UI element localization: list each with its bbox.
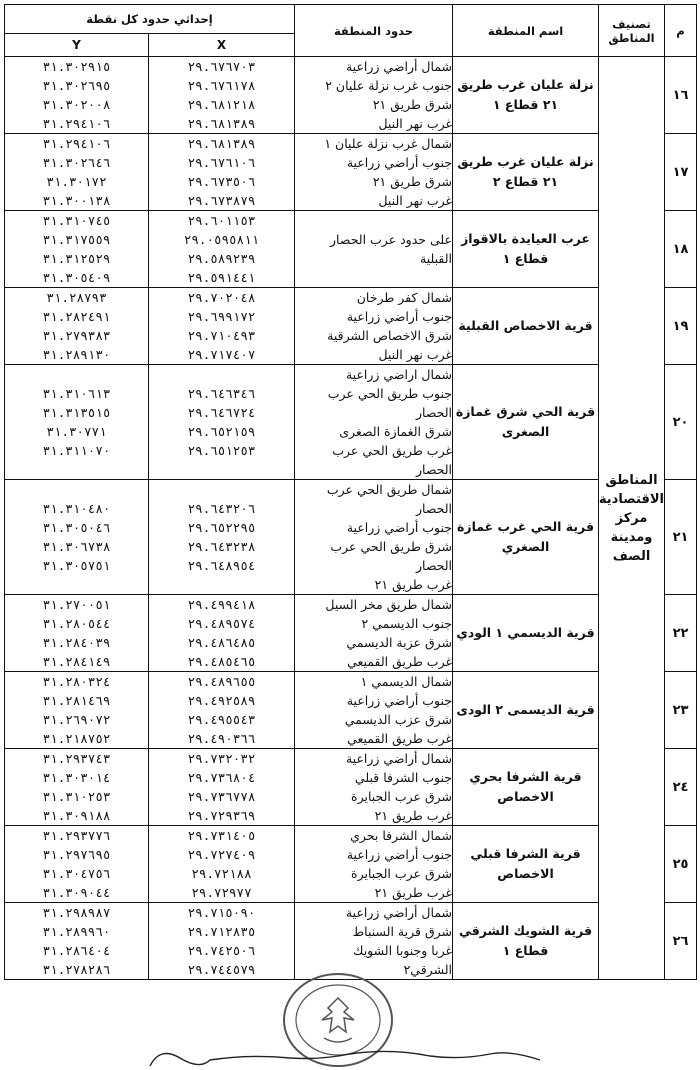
x-value: ٢٩.٦٩٩١٧٢ [187, 309, 256, 324]
x-value: ٢٩.٤٩٥٥٤٣ [187, 712, 256, 727]
x-value: ٢٩.٦٠١١٥٣ [187, 213, 256, 228]
x-value: ٢٩.٧٠٢٠٤٨ [187, 290, 256, 305]
y-value: ٣١.٢٨٢٤٩١ [42, 309, 111, 324]
y-value: ٣١.٢٨٩١٣٠ [42, 347, 111, 362]
bound-line: شمال الشرفا بحري [350, 828, 453, 843]
x-value: ٢٩.٥٨٩٢٣٩ [187, 251, 256, 266]
x-value: ٢٩.٦٥٢١٥٩ [187, 424, 256, 439]
x-coords [149, 826, 295, 903]
x-value: ٢٩.٧٢٩٣٦٩ [187, 808, 256, 823]
y-value: ٣١.٣٠٩٠٤٤ [42, 885, 111, 900]
y-coords [5, 211, 149, 288]
bound-line: شرق الغمازة الصغرى [339, 424, 453, 439]
area-name: عرب العيايدة بالاقواز قطاع ١ [453, 211, 599, 288]
x-value: ٢٩.٦٥١٢٥٣ [187, 443, 256, 458]
bound-line: شرق طريق ٢١ [372, 174, 453, 189]
row-number: ٢٣ [665, 672, 697, 749]
bound-line: غرب طريق ٢١ [374, 808, 453, 823]
y-value: ٣١.٣٠٧٧١ [46, 424, 107, 439]
bound-line: غرب طريق القميعي [347, 731, 453, 746]
x-coords [149, 903, 295, 980]
x-value: ٢٩.٥٩١٤٤١ [187, 270, 256, 285]
y-value: ٣١.٢٩٤١٠٦ [42, 116, 111, 131]
y-value: ٣١.٣٠٦٧٣٨ [42, 539, 111, 554]
bound-line: شمال أراضي زراعية [345, 751, 453, 766]
x-value: ٢٩.٧٢١٨٨ [191, 866, 252, 881]
x-value: ٢٩.٤٨٩٦٥٥ [187, 674, 256, 689]
bound-line: شمال طريق مخر السيل [325, 597, 453, 612]
table-row [5, 211, 697, 288]
y-coords [5, 480, 149, 595]
area-bounds [295, 672, 453, 749]
bound-line: جنوب أراضي زراعية [346, 847, 453, 862]
bound-line: غرب طريق ٢١ [374, 577, 453, 592]
bound-line: غرب طريق القميعي [347, 654, 453, 669]
y-value: ٣١.٢٨٧٩٣ [46, 290, 107, 305]
y-value: ٣١.٣١٠٤٨٠ [42, 501, 111, 516]
header-bounds: حدود المنطقة [295, 5, 453, 57]
table-row [5, 57, 697, 134]
y-value: ٣١.٣٠٣٠١٤ [42, 770, 111, 785]
bound-line: شرق عزبة الديسمي [346, 635, 453, 650]
bound-line: جنوب أراضي زراعية [346, 520, 453, 535]
y-value: ٣١.٢٧٠٠٥١ [42, 597, 111, 612]
area-bounds [295, 288, 453, 365]
x-coords [149, 57, 295, 134]
y-value: ٣١.٣٠٩١٨٨ [42, 808, 111, 823]
x-coords [149, 672, 295, 749]
x-value: ٢٩.٤٨٥٤٦٥ [187, 654, 256, 669]
x-value: ٢٩.٦٨١٢١٨ [187, 97, 256, 112]
y-coords [5, 57, 149, 134]
area-bounds [295, 826, 453, 903]
y-value: ٣١.٣١٢٥٢٩ [42, 251, 111, 266]
bound-line: شرق طريق ٢١ [372, 97, 453, 112]
y-value: ٣١.٣١٠٢٥٣ [42, 789, 111, 804]
x-value: ٢٩.٦٨١٣٨٩ [187, 116, 256, 131]
x-value: ٢٩.٧٢٩٧٧ [191, 885, 252, 900]
x-coords [149, 365, 295, 480]
x-value: ٢٩.٦٧٦١٠٦ [187, 155, 256, 170]
table-row [5, 595, 697, 672]
y-value: ٣١.٢٨٠٣٢٤ [42, 674, 111, 689]
y-value: ٣١.٣٠١٧٢ [46, 174, 107, 189]
bound-line: غربا وجنوبا الشويك [353, 943, 453, 958]
bound-line: شمال الديسمي ١ [360, 674, 453, 689]
y-value: ٣١.٣١١٠٧٠ [42, 443, 111, 458]
bound-line: شرق عرب الجبايرة [351, 866, 453, 881]
area-name: قرية الحي غرب غمازة الصغري [453, 480, 599, 595]
area-name: نزلة عليان غرب طريق ٢١ قطاع ١ [453, 57, 599, 134]
x-coords [149, 288, 295, 365]
bound-line: جنوب أراضي زراعية [346, 155, 453, 170]
x-value: ٢٩.٤٩٠٣٦٦ [187, 731, 256, 746]
row-number: ٢١ [665, 480, 697, 595]
x-value: ٢٩.٦٨١٣٨٩ [187, 136, 256, 151]
bound-line: غرب نهر النيل [378, 347, 453, 362]
x-value: ٢٩.٧٤٢٥٠٦ [187, 943, 256, 958]
row-number: ٢٦ [665, 903, 697, 980]
x-value: ٢٩.٦٤٦٧٢٤ [187, 405, 256, 420]
bound-line: جنوب أراضي زراعية [346, 309, 453, 324]
y-value: ٣١.٣٠٥٠٤٦ [42, 520, 111, 535]
bound-line: على حدود عرب الحصار [330, 232, 453, 247]
table-row [5, 749, 697, 826]
x-value: ٢٩.٧٢٧٤٠٩ [187, 847, 256, 862]
y-coords [5, 672, 149, 749]
x-value: ٢٩.٦٧٣٥٠٦ [187, 174, 256, 189]
x-value: ٢٩.٦٧٣٨٧٩ [187, 193, 256, 208]
area-bounds [295, 595, 453, 672]
x-value: ٢٩.٦٤٣٢٣٨ [187, 539, 256, 554]
bound-line: شمال أراضي زراعية [345, 59, 453, 74]
area-bounds [295, 749, 453, 826]
bound-line: شرق عزب الديسمي [344, 712, 453, 727]
area-name: قرية الشرفا قبلي الاخصاص [453, 826, 599, 903]
seal-stamp-icon [278, 968, 398, 1068]
y-value: ٣١.٢٨١٤٦٩ [42, 693, 111, 708]
y-value: ٣١.٢٨٤٠٣٩ [42, 635, 111, 650]
y-value: ٣١.٣٠٢٠٠٨ [42, 97, 111, 112]
row-number: ٢٤ [665, 749, 697, 826]
y-value: ٣١.٢٨٩٩٦٠ [42, 924, 111, 939]
bound-line: شمال أراضي زراعية [345, 905, 453, 920]
classification-cell: المناطق الاقتصادية مركز ومدينة الصف [599, 57, 665, 980]
bound-line: غرب طريق ٢١ [374, 885, 453, 900]
y-coords [5, 903, 149, 980]
y-value: ٣١.٢٩٤١٠٦ [42, 136, 111, 151]
bound-line: شمال طريق الحي عرب [326, 482, 453, 497]
bound-line: شرق عرب الجبايرة [351, 789, 453, 804]
row-number: ٢٥ [665, 826, 697, 903]
header-classification: تصنيف المناطق [599, 5, 665, 57]
y-coords [5, 288, 149, 365]
y-value: ٣١.٢٦٩٠٧٢ [42, 712, 111, 727]
y-value: ٣١.٢٨٦٤٠٤ [42, 943, 111, 958]
y-value: ٣١.٣٠٢٦٤٦ [42, 155, 111, 170]
row-number: ٢٢ [665, 595, 697, 672]
y-value: ٣١.٣١٣٥١٥ [42, 405, 111, 420]
x-value: ٢٩.٤٨٩٥٧٤ [187, 616, 256, 631]
x-value: ٢٩.٤٩٢٥٨٩ [187, 693, 256, 708]
row-number: ٢٠ [665, 365, 697, 480]
y-coords [5, 134, 149, 211]
bound-line: شمال اراضي زراعية [345, 367, 453, 382]
y-value: ٣١.٣٠٢٦٩٥ [42, 78, 111, 93]
x-value: ٢٩.٦٤٨٩٥٤ [187, 558, 256, 573]
bound-line: شرق طريق الحي عرب [330, 539, 453, 554]
x-value: ٢٩.٧٤٤٥٧٩ [187, 962, 256, 977]
area-name: قرية الشويك الشرقي قطاع ١ [453, 903, 599, 980]
bound-line: الحصار [415, 462, 453, 477]
x-value: ٢٩.٧٣١٤٠٥ [187, 828, 256, 843]
y-value: ٣١.٢٨٠٥٤٤ [42, 616, 111, 631]
row-number: ١٦ [665, 57, 697, 134]
y-coords [5, 595, 149, 672]
area-bounds [295, 903, 453, 980]
x-value: ٢٩.٧٣٢٠٣٢ [187, 751, 256, 766]
y-value: ٣١.٢٩٣٧٤٣ [42, 751, 111, 766]
y-coords [5, 749, 149, 826]
bound-line: جنوب الشرفا قبلي [354, 770, 453, 785]
x-coords [149, 134, 295, 211]
y-value: ٣١.٣٠٢٩١٥ [42, 59, 111, 74]
table-row [5, 903, 697, 980]
y-value: ٣١.٣١٠٦١٣ [42, 386, 111, 401]
x-value: ٢٩.٦٥٢٢٩٥ [187, 520, 256, 535]
bound-line: الحصار [415, 405, 453, 420]
y-value: ٣١.٢٨٤١٤٩ [42, 654, 111, 669]
x-coords [149, 595, 295, 672]
y-coords [5, 365, 149, 480]
x-coords [149, 480, 295, 595]
bound-line: الشرقي٢ [403, 962, 453, 977]
y-value: ٣١.٢١٨٧٥٢ [42, 731, 111, 746]
y-value: ٣١.٣٠٠١٣٨ [42, 193, 111, 208]
area-name: نزلة عليان غرب طريق ٢١ قطاع ٢ [453, 134, 599, 211]
table-row [5, 480, 697, 595]
y-value: ٣١.٣١٠٧٤٥ [42, 213, 111, 228]
y-value: ٣١.٢٩٣٧٧٦ [42, 828, 111, 843]
bound-line: الحصار [415, 558, 453, 573]
x-value: ٢٩.٧١٧٤٠٧ [187, 347, 256, 362]
table-row [5, 672, 697, 749]
area-name: قرية الحي شرق غمازة الصغرى [453, 365, 599, 480]
header-no: م [665, 5, 697, 57]
header-y: Y [5, 34, 149, 57]
header-coords: إحداثي حدود كل نقطة [5, 5, 295, 34]
coordinates-table [4, 4, 697, 980]
x-value: ٢٩.٦٧٦٧٠٣ [187, 59, 256, 74]
area-name: قرية الاخصاص القبلية [453, 288, 599, 365]
bound-line: غرب نهر النيل [378, 193, 453, 208]
x-value: ٢٩.٦٤٦٣٤٦ [187, 386, 256, 401]
table-row [5, 365, 697, 480]
bound-line: جنوب غرب نزلة عليان ٢ [325, 78, 453, 93]
row-number: ١٨ [665, 211, 697, 288]
y-value: ٣١.٣٠٥٤٠٩ [42, 270, 111, 285]
header-area-name: اسم المنطقة [453, 5, 599, 57]
bound-line: شمال كفر طرخان [356, 290, 453, 305]
row-number: ١٧ [665, 134, 697, 211]
x-value: ٢٩.٤٩٩٤١٨ [187, 597, 256, 612]
y-value: ٣١.٣٠٥٧٥١ [42, 558, 111, 573]
y-coords [5, 826, 149, 903]
bound-line: جنوب الديسمي ٢ [361, 616, 453, 631]
header-x: X [149, 34, 295, 57]
bound-line: القبلية [420, 251, 453, 266]
x-value: ٢٩.٧٣٦٨٠٤ [187, 770, 256, 785]
area-bounds [295, 365, 453, 480]
area-name: قرية الديسمى ٢ الودى [453, 672, 599, 749]
area-bounds [295, 57, 453, 134]
x-value: ٢٩.٤٨٦٤٨٥ [187, 635, 256, 650]
x-coords [149, 749, 295, 826]
x-value: ٢٩.٧١٥٠٩٠ [187, 905, 256, 920]
bound-line: جنوب طريق الحي عرب [327, 386, 453, 401]
y-value: ٣١.٢٩٨٩٨٧ [42, 905, 111, 920]
y-value: ٣١.٣٠٤٧٥٦ [42, 866, 111, 881]
bound-line: غرب نهر النيل [378, 116, 453, 131]
x-value: ٢٩.٧٣٦٧٧٨ [187, 789, 256, 804]
table-row [5, 134, 697, 211]
bound-line: شمال غرب نزلة عليان ١ [324, 136, 453, 151]
bound-line: جنوب أراضي زراعية [346, 693, 453, 708]
signature-icon [80, 1042, 600, 1070]
table-row [5, 826, 697, 903]
area-bounds [295, 134, 453, 211]
bound-line: شرق قرية السنباط [352, 924, 453, 939]
table-row [5, 288, 697, 365]
x-value: ٢٩.٧١٠٤٩٣ [187, 328, 256, 343]
bound-line: الحصار [415, 501, 453, 516]
area-bounds [295, 211, 453, 288]
y-value: ٣١.٢٧٩٣٨٣ [42, 328, 111, 343]
x-value: ٢٩.٦٧٦١٧٨ [187, 78, 256, 93]
y-value: ٣١.٢٧٨٢٨٦ [42, 962, 111, 977]
y-value: ٣١.٣١٧٥٥٩ [42, 232, 111, 247]
area-bounds [295, 480, 453, 595]
x-value: ٢٩.٧١٢٨٣٥ [187, 924, 256, 939]
area-name: قرية الديسمي ١ الودي [453, 595, 599, 672]
y-value: ٣١.٢٩٧٦٩٥ [42, 847, 111, 862]
bound-line: غرب طريق الحي عرب [332, 443, 453, 458]
x-value: ٢٩.٠٥٩٥٨١١ [183, 232, 260, 247]
x-coords [149, 211, 295, 288]
area-name: قرية الشرفا بحري الاخصاص [453, 749, 599, 826]
row-number: ١٩ [665, 288, 697, 365]
x-value: ٢٩.٦٤٣٢٠٦ [187, 501, 256, 516]
bound-line: شرق الاخصاص الشرقية [327, 328, 453, 343]
